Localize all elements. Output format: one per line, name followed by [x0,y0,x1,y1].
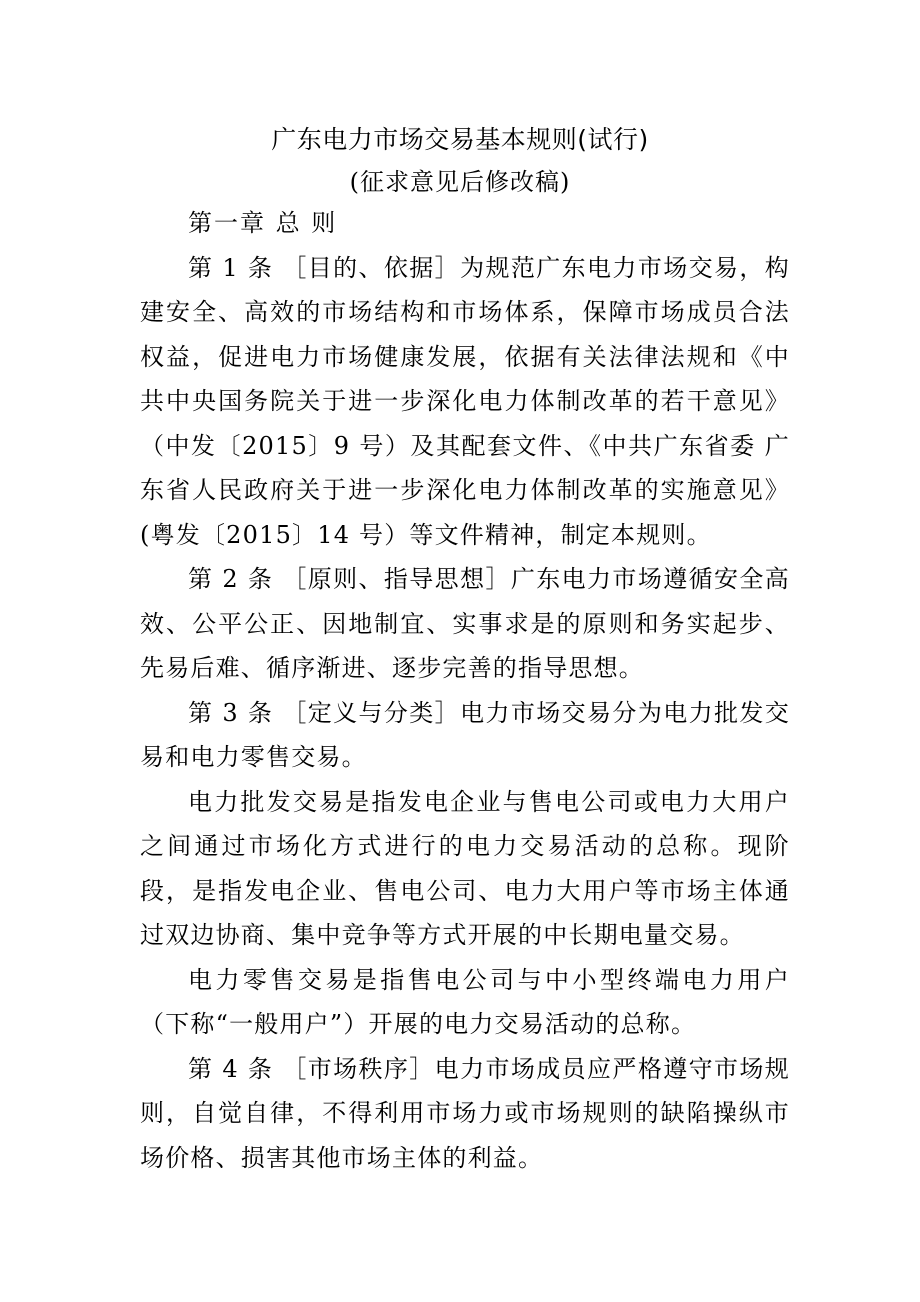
article-1: 第 1 条 ［目的、依据］为规范广东电力市场交易，构建安全、高效的市场结构和市场体系，保障市场成员合法权益，促进电力市场健康发展，依据有关法律法规和《中共中央国务院关于进一步深化电力体制改革的若干意见》（中发〔2015〕9 号）及其配套文件、《中共广东省委 广东省人民政府关于进一步深化电力体制改革的实施意见》(粤发〔2015〕14 号）等文件精神，制定本规则。 [140,253,790,549]
document-title: 广东电力市场交易基本规则(试行) [271,125,649,154]
article-4: 第 4 条 ［市场秩序］电力市场成员应严格遵守市场规则，自觉自律，不得利用市场力或市场规则的缺陷操纵市场价格、损害其他市场主体的利益。 [140,1054,790,1172]
article-3: 第 3 条 ［定义与分类］电力市场交易分为电力批发交易和电力零售交易。 [140,698,790,771]
article-2: 第 2 条 ［原则、指导思想］广东电力市场遵循安全高效、公平公正、因地制宜、实事求是的原则和务实起步、先易后难、循序渐进、逐步完善的指导思想。 [140,565,790,682]
article-3-retail-definition: 电力零售交易是指售电公司与中小型终端电力用户（下称“一般用户”）开展的电力交易活动的总称。 [140,965,790,1038]
chapter-heading: 第一章 总 则 [188,209,338,237]
document-body [140,201,790,1180]
article-3-wholesale-definition: 电力批发交易是指发电企业与售电公司或电力大用户之间通过市场化方式进行的电力交易活动的总称。现阶段，是指发电企业、售电公司、电力大用户等市场主体通过双边协商、集中竞争等方式开展的中长期电量交易。 [140,787,790,949]
document-subtitle: (征求意见后修改稿) [349,168,571,196]
